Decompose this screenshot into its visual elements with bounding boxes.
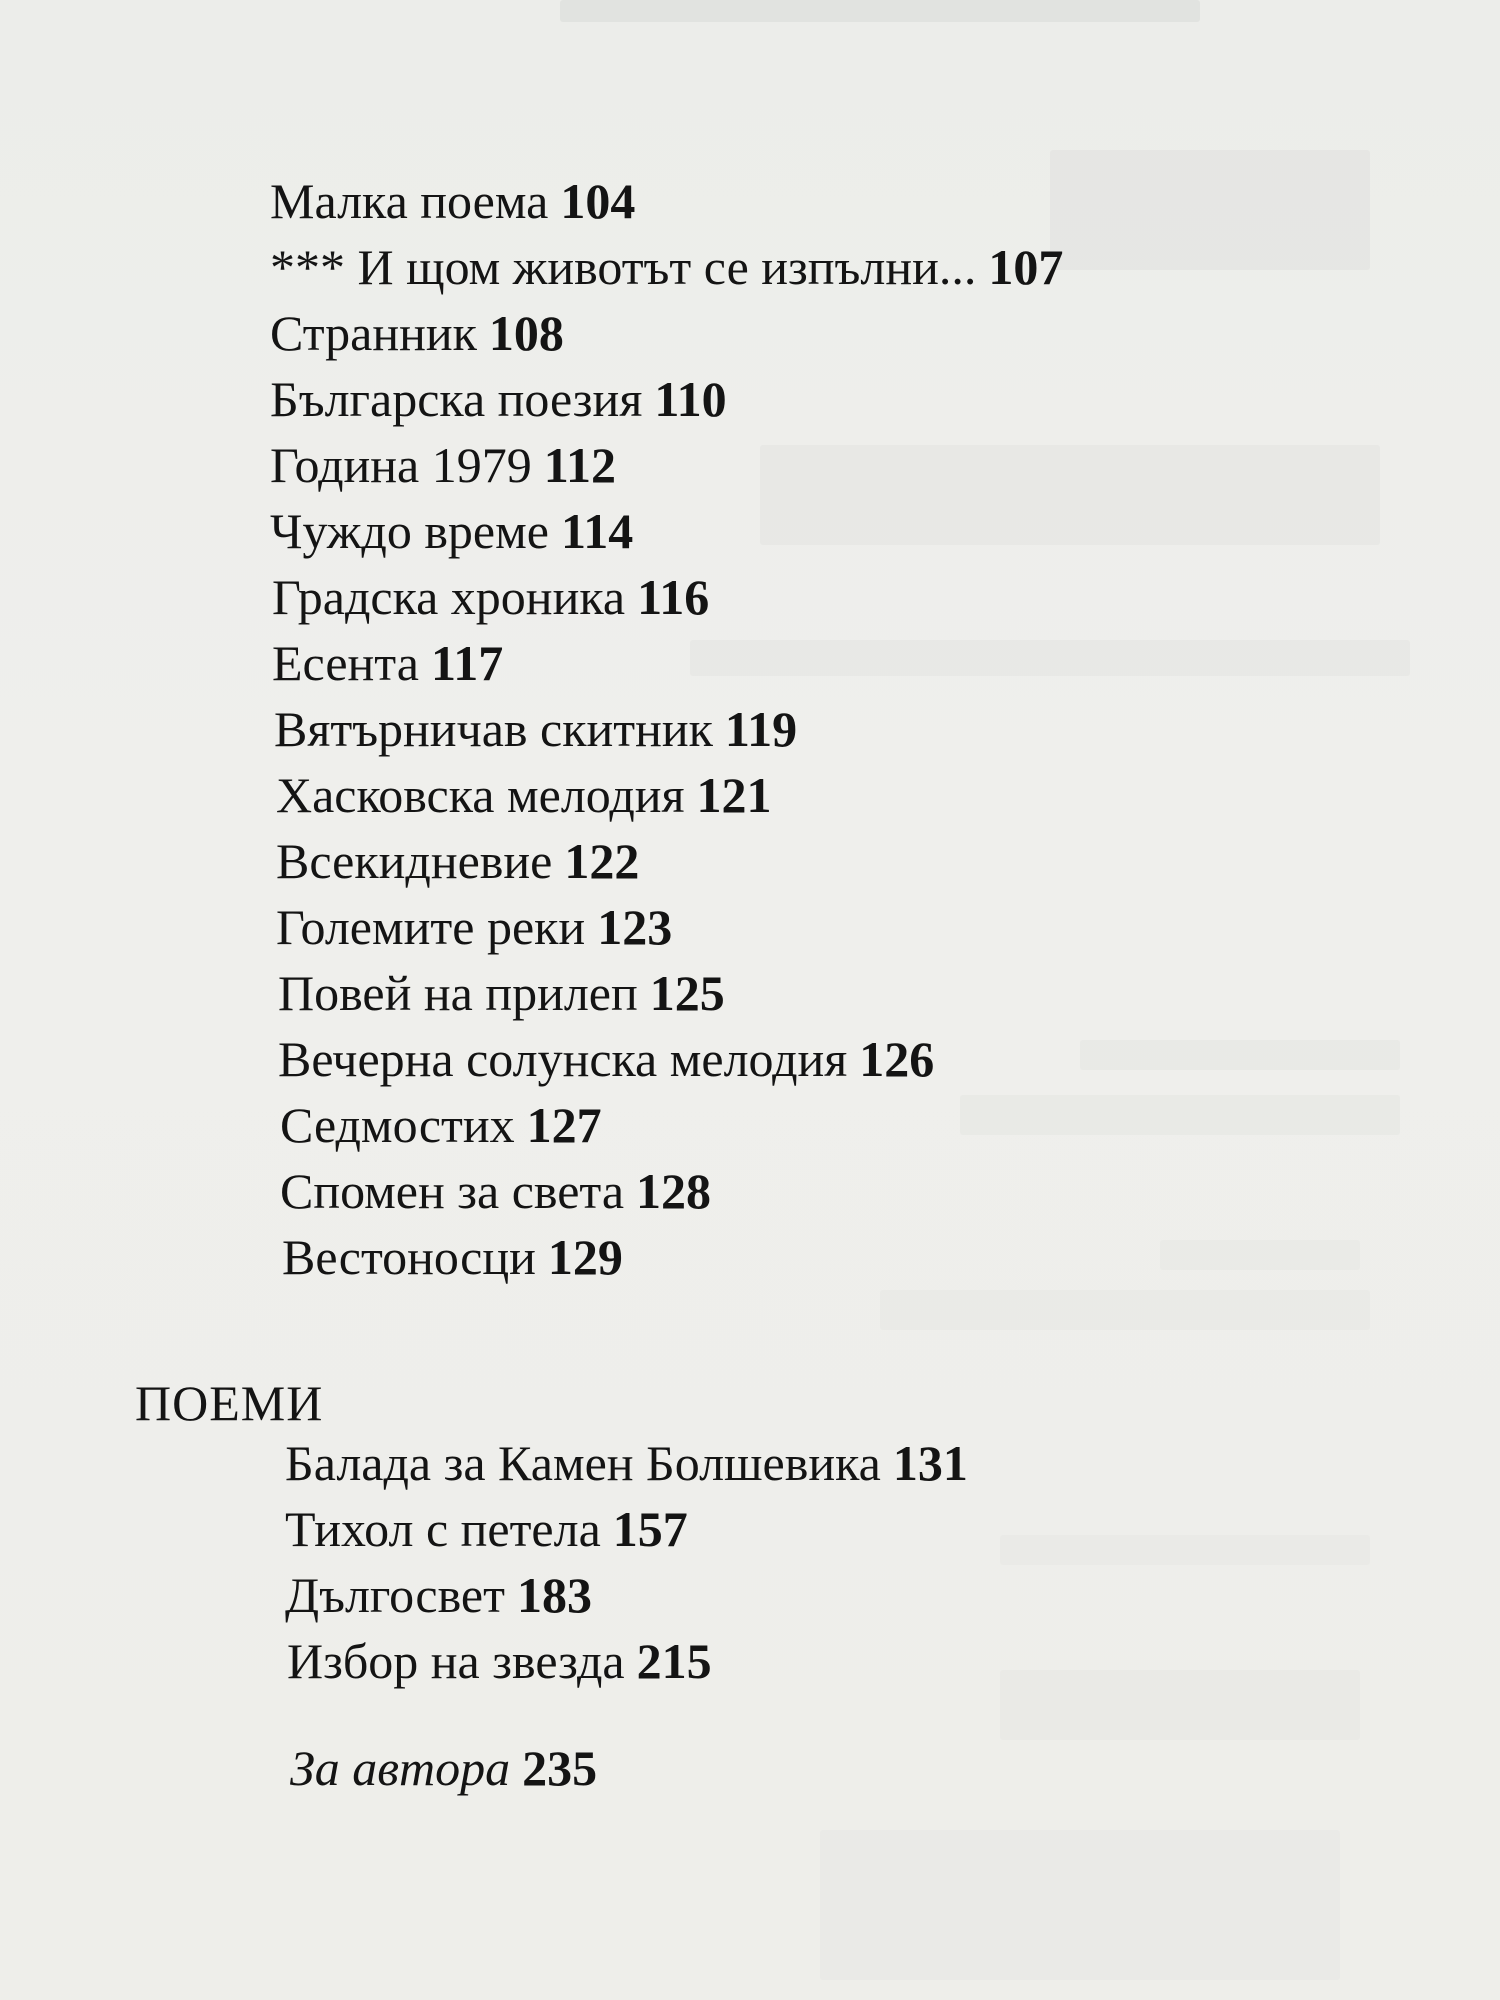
entry-title: Вечерна солунска мелодия (278, 1031, 848, 1087)
poems-list (285, 1430, 968, 1694)
toc-entry (272, 630, 1370, 696)
entry-page-number: 157 (612, 1501, 688, 1557)
entry-title: Тихол с петела (285, 1501, 601, 1557)
toc-entry (285, 1430, 968, 1496)
bleed-through-mark (820, 1830, 1340, 1980)
entry-page-number: 235 (522, 1740, 598, 1796)
toc-entry (272, 564, 1370, 630)
entry-title: *** И щом животът се изпълни... (270, 239, 977, 295)
entry-page-number: 121 (696, 767, 772, 823)
entry-title: Всекидневие (276, 833, 553, 889)
entry-title: Дългосвет (285, 1567, 505, 1623)
entry-title: Избор на звезда (287, 1633, 625, 1689)
entry-page-number: 112 (543, 437, 616, 493)
entry-page-number: 215 (636, 1633, 712, 1689)
toc-entry (276, 894, 1370, 960)
entry-title: Вятърничав скитник (274, 701, 713, 757)
entry-title: Градска хроника (272, 569, 626, 625)
entry-title: Малка поема (270, 173, 549, 229)
entry-page-number: 114 (560, 503, 634, 559)
entry-page-number: 119 (724, 701, 798, 757)
section-heading-poems: ПОЕМИ (135, 1375, 324, 1431)
toc-entry (282, 1224, 1370, 1290)
toc-entry (276, 762, 1370, 828)
entry-title: Странник (270, 305, 477, 361)
entry-page-number: 122 (564, 833, 640, 889)
toc-entry (270, 234, 1370, 300)
entry-title: Вестоносци (282, 1229, 536, 1285)
toc-entry (276, 828, 1370, 894)
bleed-through-mark (880, 1290, 1370, 1330)
toc-entry (270, 498, 1370, 564)
entry-page-number: 129 (547, 1229, 623, 1285)
entry-title: Година 1979 (270, 437, 532, 493)
entry-page-number: 110 (654, 371, 727, 427)
entry-title: Хасковска мелодия (276, 767, 685, 823)
entry-page-number: 127 (526, 1097, 602, 1153)
toc-entry (270, 432, 1370, 498)
entry-page-number: 128 (636, 1163, 712, 1219)
entry-title: Големите реки (276, 899, 586, 955)
toc-entry (270, 168, 1370, 234)
toc-entry (285, 1496, 968, 1562)
toc-entry (280, 1158, 1370, 1224)
about-author-entry (290, 1735, 597, 1801)
entry-page-number: 123 (597, 899, 673, 955)
entry-page-number: 116 (637, 569, 710, 625)
entry-title: Седмостих (280, 1097, 515, 1153)
table-of-contents (270, 168, 1370, 1290)
bleed-through-mark (1000, 1670, 1360, 1740)
toc-entry (278, 1026, 1370, 1092)
toc-entry (270, 300, 1370, 366)
entry-title: Българска поезия (270, 371, 643, 427)
toc-entry (280, 1092, 1370, 1158)
toc-entry (287, 1628, 968, 1694)
toc-entry (270, 366, 1370, 432)
entry-title: Есента (272, 635, 419, 691)
entry-title: За автора (290, 1740, 511, 1796)
entry-page-number: 126 (859, 1031, 935, 1087)
entry-page-number: 125 (649, 965, 725, 1021)
entry-page-number: 108 (488, 305, 564, 361)
entry-page-number: 107 (988, 239, 1064, 295)
entry-page-number: 117 (430, 635, 504, 691)
entry-title: Спомен за света (280, 1163, 625, 1219)
bleed-through-mark (560, 0, 1200, 22)
toc-entry (274, 696, 1370, 762)
toc-entry (278, 960, 1370, 1026)
entry-title: Чуждо време (270, 503, 549, 559)
entry-page-number: 104 (560, 173, 636, 229)
entry-title: Балада за Камен Болшевика (285, 1435, 881, 1491)
toc-entry (285, 1562, 968, 1628)
bleed-through-mark (1000, 1535, 1370, 1565)
entry-title: Повей на прилеп (278, 965, 638, 1021)
entry-page-number: 131 (892, 1435, 968, 1491)
entry-page-number: 183 (516, 1567, 592, 1623)
